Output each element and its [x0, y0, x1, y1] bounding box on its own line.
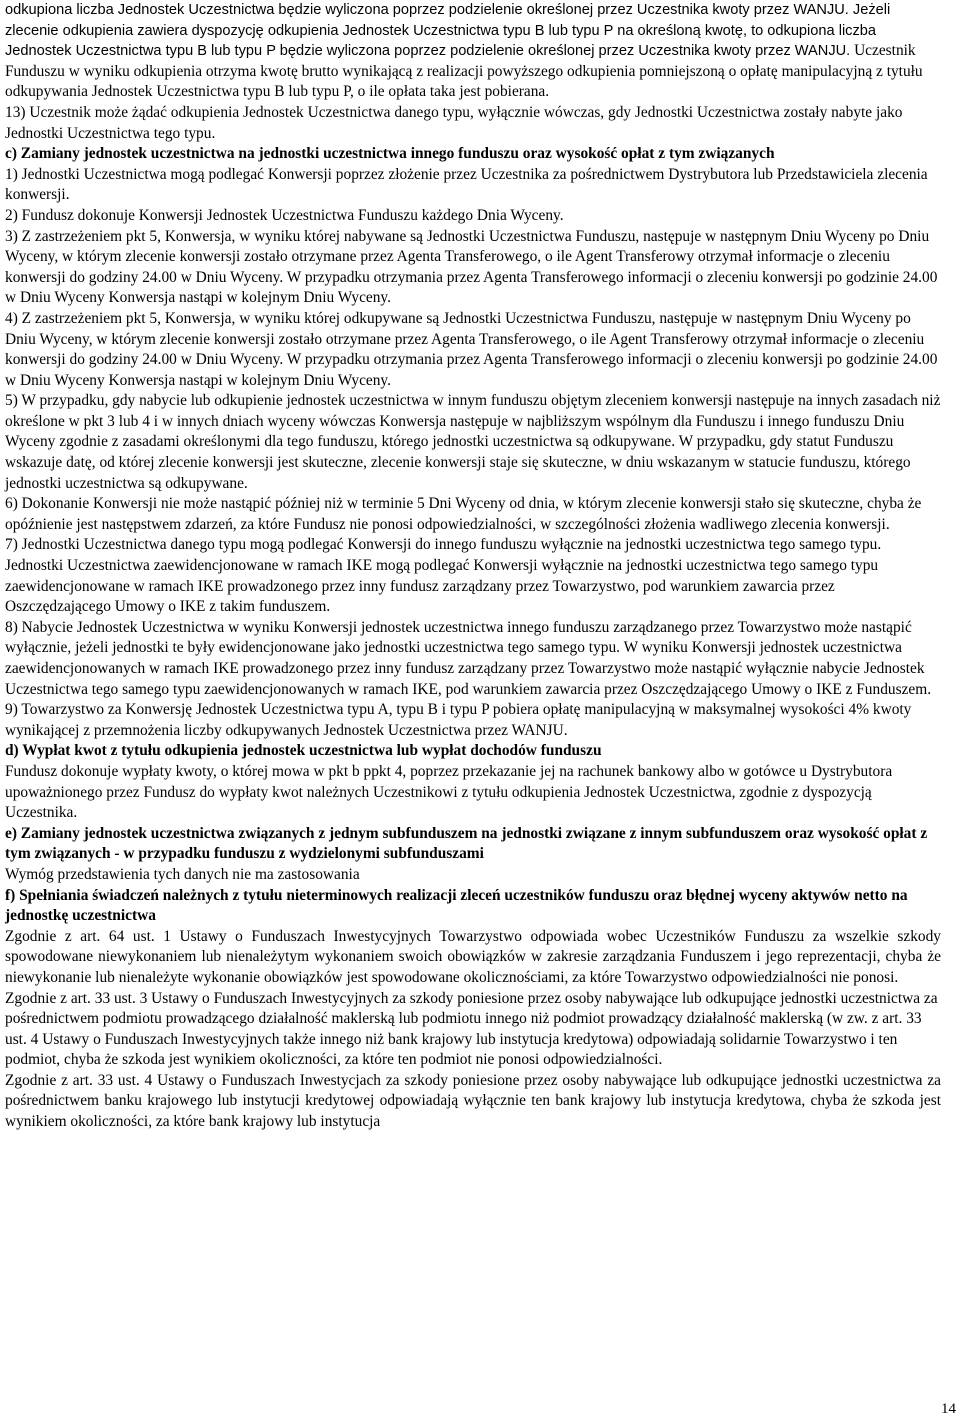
section-c-item-5: 5) W przypadku, gdy nabycie lub odkupienie jednostek uczestnictwa w innym funduszu objętym zleceniem konwersji następuje na innych zasadach niż określone w pkt 3 lub 4 i w innych dniach wyceny wówczas Konwersja następuje w najbliższym wspólnym dla Funduszu i innego funduszu Dniu Wyceny zgodnie z zasadami określonymi dla tego funduszu, którego jednostki uczestnictwa są odkupywane. W przypadku, gdy statut Funduszu wskazuje datę, od której zlecenie konwersji jest skuteczne, zlecenie konwersji staje się skuteczne, w dniu wskazanym w statucie funduszu, którego jednostki uczestnictwa są odkupywane.	[5, 392, 941, 492]
section-c-item-6: 6) Dokonanie Konwersji nie może nastąpić później niż w terminie 5 Dni Wyceny od dnia, w którym zlecenie konwersji stało się skuteczne, chyba że opóźnienie jest następstwem zdarzeń, za które Fundusz nie ponosi odpowiedzialności, w szczególności złożenia wadliwego zlecenia konwersji.	[5, 495, 922, 533]
paragraph-13: 13) Uczestnik może żądać odkupienia Jednostek Uczestnictwa danego typu, wyłącznie wówczas, gdy Jednostki Uczestnictwa zostały nabyte jako Jednostki Uczestnictwa tego typu.	[5, 103, 903, 142]
section-c-item-2: 2) Fundusz dokonuje Konwersji Jednostek Uczestnictwa Funduszu każdego Dnia Wyceny.	[5, 206, 564, 224]
section-e-heading: e) Zamiany jednostek uczestnictwa związanych z jednym subfunduszem na jednostki związane z innym subfunduszem oraz wysokość opłat z tym związanych - w przypadku funduszu z wydzielonymi subfunduszami	[5, 824, 928, 863]
intro-serif-text: Uczestnik Funduszu w wyniku odkupienia otrzyma kwotę brutto wynikającą z realizacji powyższego odkupienia pomniejszoną o opłatę manipulacyjną z tytułu odkupywania Jednostek Uczestnictwa typu B lub typu P, o ile opłata taka jest pobierana.	[5, 42, 923, 101]
page-number: 14	[941, 1401, 956, 1417]
section-f-paragraph-3: Zgodnie z art. 33 ust. 4 Ustawy o Funduszach Inwestycjach za szkody poniesione przez osoby nabywające lub odkupujące jednostki uczestnictwa za pośrednictwem banku krajowego lub instytucji kredytowej odpowiadają wyłącznie ten bank krajowy lub instytucja kredytowa, chyba że szkoda jest wynikiem okoliczności, za które bank krajowy lub instytucja	[5, 1071, 941, 1131]
section-c-item-8: 8) Nabycie Jednostek Uczestnictwa w wyniku Konwersji jednostek uczestnictwa innego funduszu zarządzanego przez Towarzystwo może nastąpić wyłącznie, jeżeli jednostki te były ewidencjonowane jako jednostki uczestnictwa tego samego typu. W wyniku Konwersji jednostek uczestnictwa zaewidencjonowanych w ramach IKE prowadzonego przez inny fundusz zarządzany przez Towarzystwo może nastąpić wyłącznie nabycie Jednostek Uczestnictwa tego samego typu zaewidencjonowanych w ramach IKE, pod warunkiem zawarcia przez Oszczędzającego Umowy o IKE z Funduszem.	[5, 618, 932, 698]
section-c-item-9: 9) Towarzystwo za Konwersję Jednostek Uczestnictwa typu A, typu B i typu P pobiera opłatę manipulacyjną w maksymalnej wysokości 4% kwoty wynikającej z przemnożenia liczby odkupywanych Jednostek Uczestnictwa przez WANJU.	[5, 701, 912, 739]
section-c-item-4: 4) Z zastrzeżeniem pkt 5, Konwersja, w wyniku której odkupywane są Jednostki Uczestnictwa Funduszu, następuje w następnym Dniu Wyceny po Dniu Wyceny, w którym zlecenie konwersji zostało otrzymane przez Agenta Transferowego, o ile Agent Transferowy otrzymał informacje o zleceniu konwersji do godziny 24.00 w Dniu Wyceny. W przypadku otrzymania przez Agenta Transferowego informacji o zleceniu konwersji po godzinie 24.00 w Dniu Wyceny Konwersja nastąpi w kolejnym Dniu Wyceny.	[5, 309, 938, 389]
section-c-item-7: 7) Jednostki Uczestnictwa danego typu mogą podlegać Konwersji do innego funduszu wyłącznie na jednostki uczestnictwa tego samego typu. Jednostki Uczestnictwa zaewidencjonowane w ramach IKE mogą podlegać Konwersji wyłącznie na jednostki uczestnictwa tego samego typu zaewidencjonowane w ramach IKE prowadzonego przez inny fundusz zarządzany przez Towarzystwo, pod warunkiem zawarcia przez Oszczędzającego Umowy o IKE z takim funduszem.	[5, 536, 882, 616]
section-c-item-1: 1) Jednostki Uczestnictwa mogą podlegać Konwersji poprzez złożenie przez Uczestnika za pośrednictwem Dystrybutora lub Przedstawiciela zlecenia konwersji.	[5, 165, 928, 204]
document-page	[5, 0, 941, 1133]
section-d-text: Fundusz dokonuje wypłaty kwoty, o której mowa w pkt b ppkt 4, poprzez przekazanie jej na rachunek bankowy albo w gotówce u Dystrybutora upoważnionego przez Fundusz do wypłaty kwot należnych Uczestnikowi z tytułu odkupienia Jednostek Uczestnictwa, zgodnie z dyspozycją Uczestnika.	[5, 762, 893, 822]
section-c-item-3: 3) Z zastrzeżeniem pkt 5, Konwersja, w wyniku której nabywane są Jednostki Uczestnictwa Funduszu, następuje w następnym Dniu Wyceny po Dniu Wyceny, w którym zlecenie konwersji zostało otrzymane przez Agenta Transferowego, o ile Agent Transferowy otrzymał informacje o zleceniu konwersji do godziny 24.00 w Dniu Wyceny. W przypadku otrzymania przez Agenta Transferowego informacji o zleceniu konwersji po godzinie 24.00 w Dniu Wyceny Konwersja nastąpi w kolejnym Dniu Wyceny.	[5, 227, 938, 307]
section-d-heading: d) Wypłat kwot z tytułu odkupienia jednostek uczestnictwa lub wypłat dochodów funduszu	[5, 742, 602, 760]
section-c-heading: c) Zamiany jednostek uczestnictwa na jednostki uczestnictwa innego funduszu oraz wysokość opłat z tym związanych	[5, 145, 775, 163]
section-f-heading: f) Spełniania świadczeń należnych z tytułu nieterminowych realizacji zleceń uczestników funduszu oraz błędnej wyceny aktywów netto na jednostkę uczestnictwa	[5, 886, 908, 925]
section-e-text: Wymóg przedstawienia tych danych nie ma zastosowania	[5, 865, 360, 883]
intro-paragraph	[5, 0, 941, 103]
section-f-paragraph-2: Zgodnie z art. 33 ust. 3 Ustawy o Funduszach Inwestycyjnych za szkody poniesione przez osoby nabywające lub odkupujące jednostki uczestnictwa za pośrednictwem podmiotu prowadzącego działalność maklerską lub podmiotu innego niż podmiot prowadzący działalność maklerską (w zw. z art. 33 ust. 4 Ustawy o Funduszach Inwestycyjnych także innego niż bank krajowy lub instytucja kredytowa) odpowiadają solidarnie Towarzystwo i ten podmiot, chyba że szkoda jest wynikiem okoliczności, za które ten podmiot nie ponosi odpowiedzialności.	[5, 989, 938, 1069]
section-f-paragraph-1: Zgodnie z art. 64 ust. 1 Ustawy o Funduszach Inwestycyjnych Towarzystwo odpowiada wobec Uczestników Funduszu za wszelkie szkody spowodowane niewykonaniem lub nienależytym wykonaniem swoich obowiązków w zakresie zarządzania Funduszem i jego reprezentacji, chyba że niewykonanie lub nienależyte wykonanie obowiązków jest spowodowane okolicznościami, za które Towarzystwo odpowiedzialności nie ponosi.	[5, 927, 941, 986]
intro-sans-text: odkupiona liczba Jednostek Uczestnictwa będzie wyliczona poprzez podzielenie określonej przez Uczestnika kwoty przez WANJU. Jeżeli zlecenie odkupienia zawiera dyspozycję odkupienia Jednostek Uczestnictwa typu B lub typu P na określoną kwotę, to odkupiona liczba Jednostek Uczestnictwa typu B lub typu P będzie wyliczona poprzez podzielenie określonej przez Uczestnika kwoty przez WANJU.	[5, 2, 891, 60]
